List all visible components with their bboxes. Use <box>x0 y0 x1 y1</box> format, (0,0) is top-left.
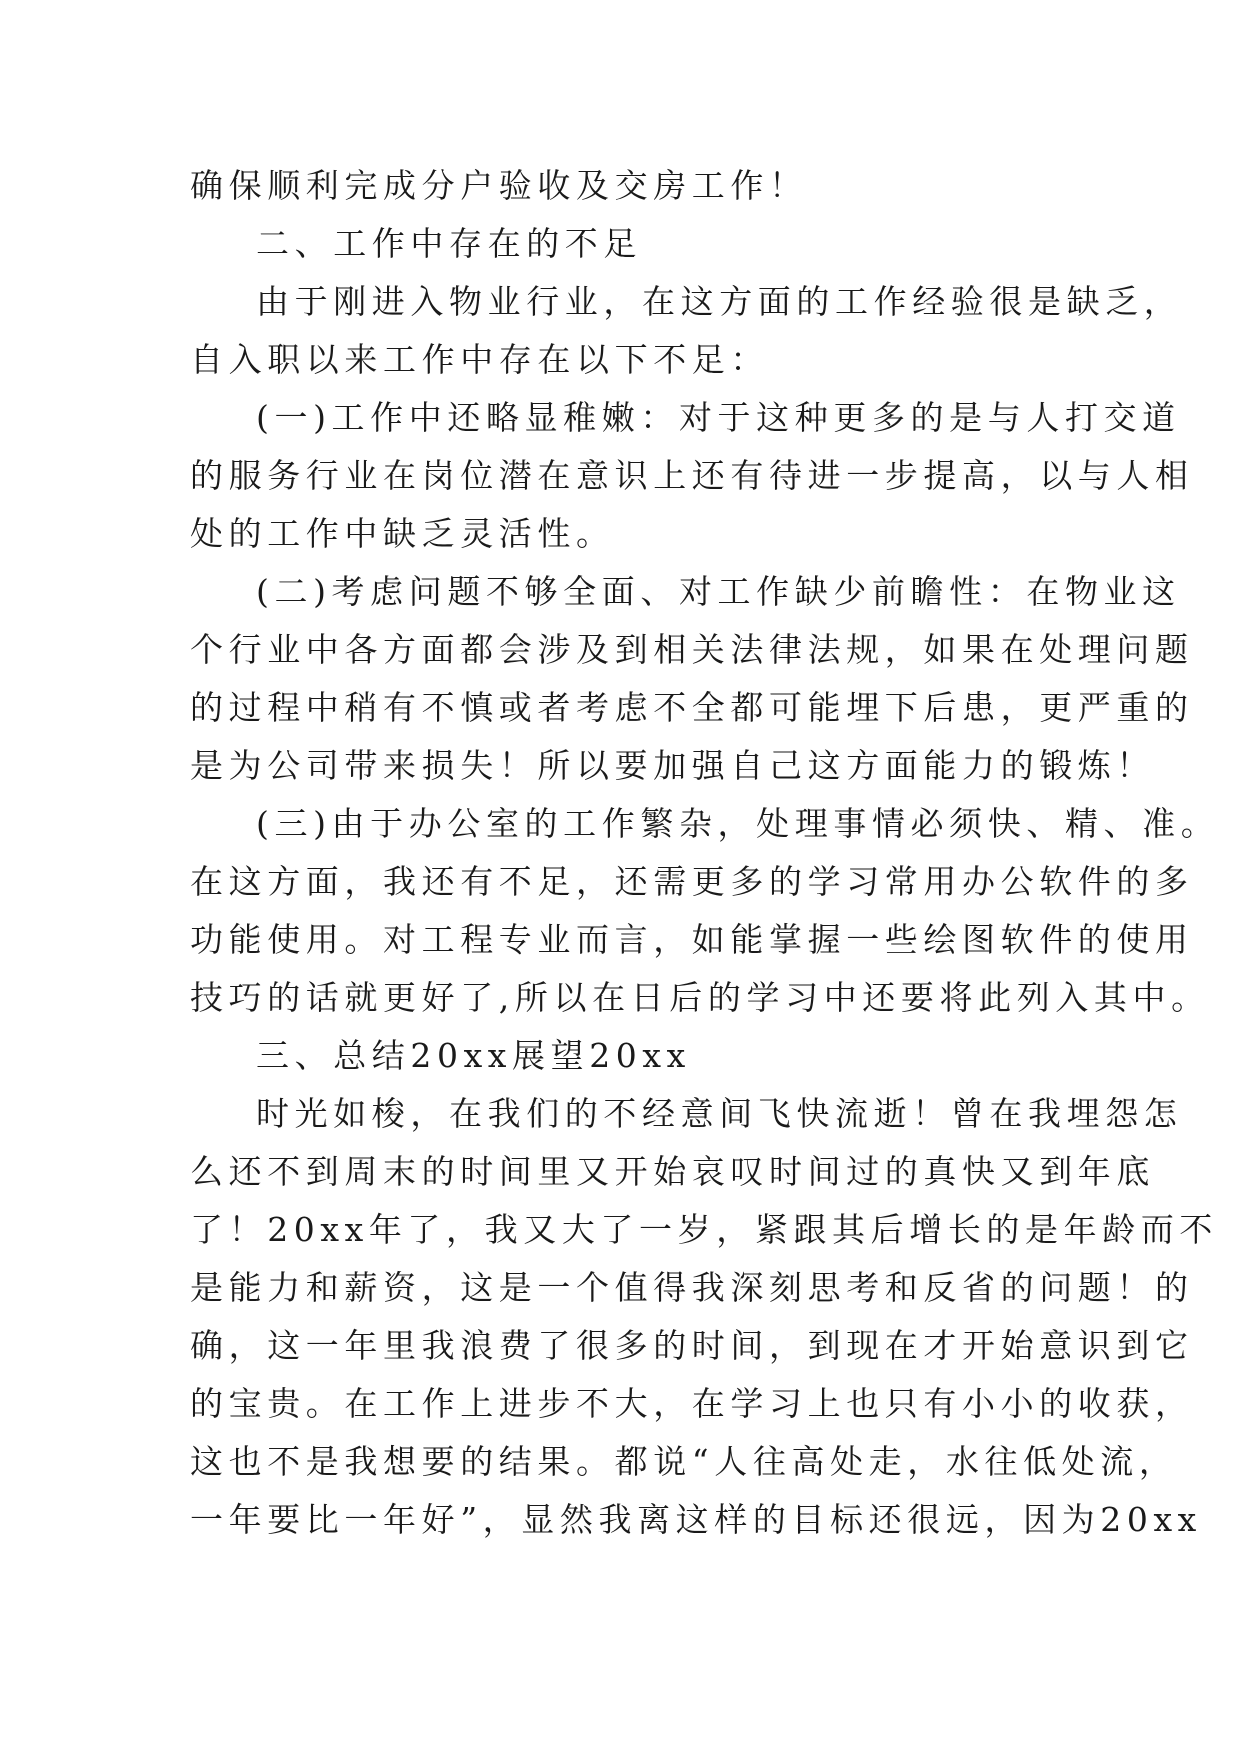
text-line-11: 是为公司带来损失！所以要加强自己这方面能力的锻炼！ <box>190 746 1155 785</box>
text-line-15: 技巧的话就更好了,所以在日后的学习中还要将此列入其中。 <box>190 978 1210 1017</box>
text-line-8: (二)考虑问题不够全面、对工作缺少前瞻性：在物业这 <box>256 572 1181 611</box>
text-line-10: 的过程中稍有不慎或者考虑不全都可能埋下后患，更严重的 <box>190 688 1194 727</box>
text-line-21: 确，这一年里我浪费了很多的时间，到现在才开始意识到它 <box>190 1326 1194 1365</box>
text-line-9: 个行业中各方面都会涉及到相关法律法规，如果在处理问题 <box>190 630 1194 669</box>
text-line-24: 一年要比一年好”，显然我离这样的目标还很远，因为20xx <box>190 1500 1202 1539</box>
text-line-4: 自入职以来工作中存在以下不足： <box>190 340 769 379</box>
text-line-5: (一)工作中还略显稚嫩：对于这种更多的是与人打交道 <box>256 398 1181 437</box>
text-line-14: 功能使用。对工程专业而言，如能掌握一些绘图软件的使用 <box>190 920 1194 959</box>
text-line-22: 的宝贵。在工作上进步不大，在学习上也只有小小的收获， <box>190 1384 1194 1423</box>
section-heading-3: 三、总结20xx展望20xx <box>256 1036 691 1075</box>
text-line-23: 这也不是我想要的结果。都说“人往高处走，水往低处流， <box>190 1442 1178 1481</box>
text-line-6: 的服务行业在岗位潜在意识上还有待进一步提高，以与人相 <box>190 456 1194 495</box>
section-heading-2: 二、工作中存在的不足 <box>256 224 642 263</box>
text-line-19: 了！20xx年了，我又大了一岁，紧跟其后增长的是年龄而不 <box>190 1210 1219 1249</box>
text-line-20: 是能力和薪资，这是一个值得我深刻思考和反省的问题！的 <box>190 1268 1194 1307</box>
text-line-12: (三)由于办公室的工作繁杂，处理事情必须快、精、准。 <box>256 804 1220 843</box>
text-line-18: 么还不到周末的时间里又开始哀叹时间过的真快又到年底 <box>190 1152 1155 1191</box>
text-line-17: 时光如梭，在我们的不经意间飞快流逝！曾在我埋怨怎 <box>256 1094 1183 1133</box>
text-line-1: 确保顺利完成分户验收及交房工作！ <box>190 166 808 205</box>
text-line-13: 在这方面，我还有不足，还需更多的学习常用办公软件的多 <box>190 862 1194 901</box>
text-line-7: 处的工作中缺乏灵活性。 <box>190 514 615 553</box>
text-line-3: 由于刚进入物业行业，在这方面的工作经验很是缺乏， <box>256 282 1183 321</box>
